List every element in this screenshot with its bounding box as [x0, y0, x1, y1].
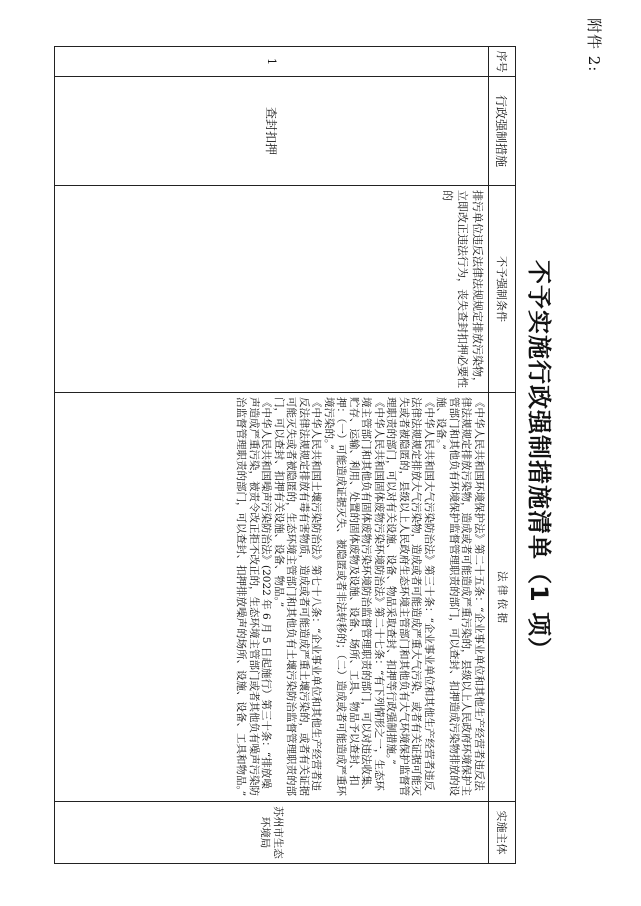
page-title: 不予实施行政强制措施清单（1 项） [525, 260, 553, 663]
basis-paragraph: 《中华人民共和国噪声污染防治法》(2022 年 6 月 5 日起施行）第三十条：“排放噪声造成严重污染，被责令改正拒不改正的，生态环境主管部门或者其他负有噪声污染防治监督管理职责的部门，可以查封、扣押排放噪声的场所、设施、设备、工具和物品。” [235, 397, 273, 797]
header-basis: 法 律 依 据 [489, 393, 516, 802]
row-condition: 排污单位违反法律法规规定排放污染物，立即改正违法行为，丧失查封扣押必要性的 [55, 186, 489, 393]
header-no: 序号 [489, 47, 516, 77]
basis-paragraph: 《中华人民共和国大气污染防治法》第三十条：“企业事业单位和其他生产经营者违反法律法规规定排放大气污染物，造成或者可能造成严重大气污染，或者有关证据可能灭失或者被隐匿的，县级以上人民政府生态环境主管部门和其他负有大气环境保护监督管理职责的部门，可以对有关设施、设备、物品采取查封、扣押等行政强制措施。” [385, 397, 435, 796]
table-header-row [489, 47, 516, 864]
basis-paragraph: 《中华人民共和国环境保护法》第二十五条：“企业事业单位和其他生产经营者违反法律法规规定排放污染物，造成或者可能造成严重污染的，县级以上人民政府环境保护主管部门和其他负有环境保护监督管理职责的部门，可以查封、扣押造成污染物排放的设施、设备。” [435, 397, 485, 796]
table-row [55, 47, 489, 864]
header-condition: 不予强制条件 [489, 186, 516, 393]
row-no: 1 [55, 47, 489, 77]
measures-table [54, 46, 516, 864]
basis-paragraph: 《中华人民共和国固体废物污染环境防治法》第二十七条：“有下列情形之一，生态环境主管部门和其他负有固体废物污染环境防治监督管理职责的部门，可以对违法收集、贮存、运输、利用、处置的固体废物及设施、设备、场所、工具、物品予以查封、扣押：（一）可能造成证据灭失、被隐匿或者非法转移的；（二）造成或者可能造成严重环境污染的。” [323, 397, 385, 796]
row-basis [55, 393, 489, 802]
attachment-label: 附件 2: [585, 18, 603, 73]
row-subject: 苏州市生态环境局 [55, 802, 489, 864]
row-measure: 查封扣押 [55, 77, 489, 186]
header-subject: 实施主体 [489, 802, 516, 864]
basis-paragraph: 《中华人民共和国土壤污染防治法》第七十八条：“企业事业单位和其他生产经营者违反法律法规规定排放有毒有害物质，造成或者可能造成严重土壤污染的，或者有关证据可能灭失或者被隐匿的，生态环境主管部门和其他负有土壤污染防治监督管理职责的部门，可以查封、扣押有关设施、设备、物品。” [273, 397, 323, 796]
header-measure: 行政强制措施 [489, 77, 516, 186]
